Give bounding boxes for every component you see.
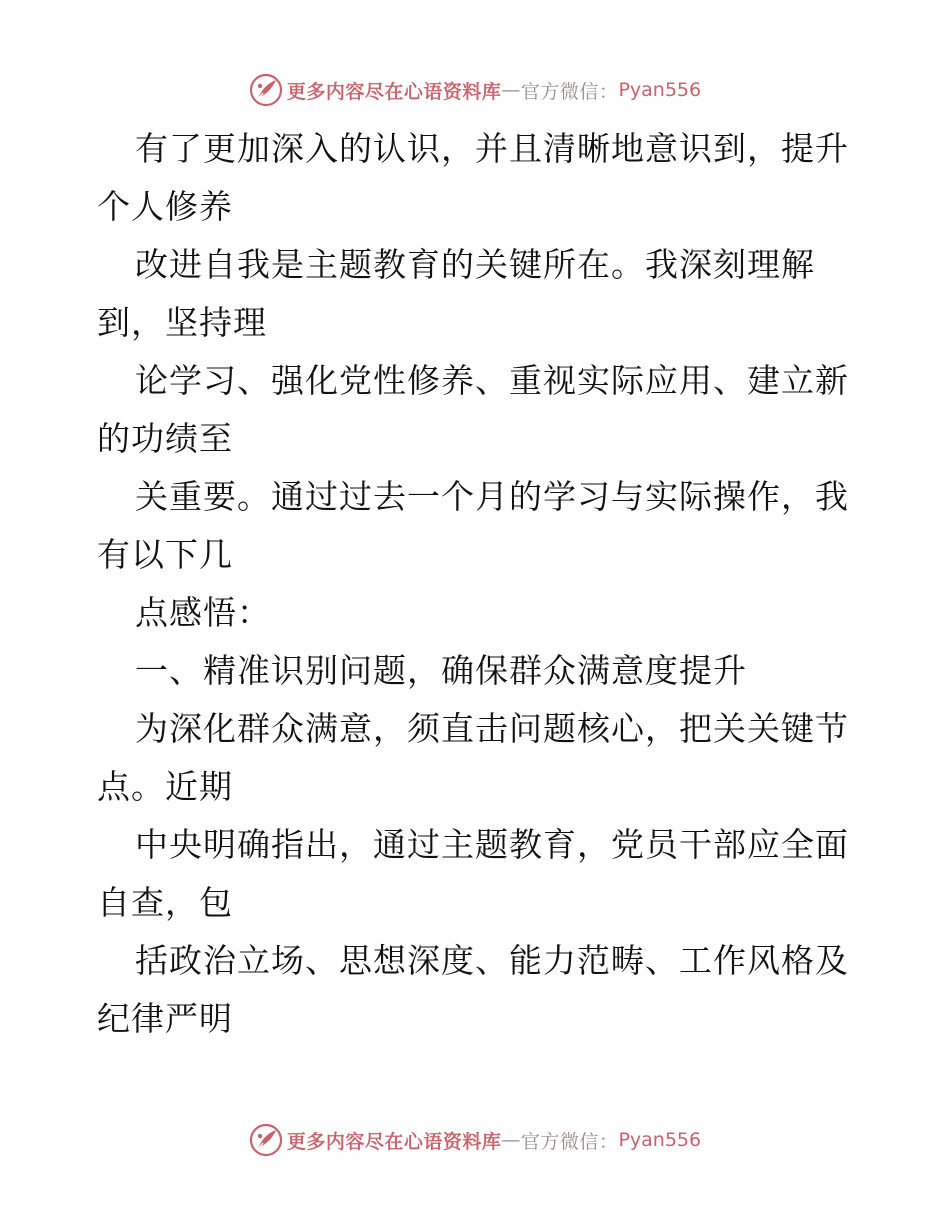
paragraph-line: 自查，包 bbox=[97, 883, 233, 922]
watermark-wechat-label: 官方微信： bbox=[520, 1130, 619, 1153]
watermark-brand-text: 更多内容尽在心语资料库 bbox=[286, 1130, 502, 1153]
paragraph-line: 论学习、强化党性修养、重视实际应用、建立新 bbox=[135, 361, 849, 400]
watermark-wechat-label: 官方微信： bbox=[520, 80, 619, 103]
document-body bbox=[97, 120, 857, 1048]
paragraph-line: 括政治立场、思想深度、能力范畴、工作风格及 bbox=[135, 941, 849, 980]
paragraph-line: 点。近期 bbox=[97, 767, 233, 806]
paragraph-line: 纪律严明 bbox=[97, 999, 233, 1038]
section-heading: 一、精准识别问题，确保群众满意度提升 bbox=[135, 651, 747, 690]
paragraph-line: 中央明确指出，通过主题教育，党员干部应全面 bbox=[135, 825, 849, 864]
paragraph-line: 的功绩至 bbox=[97, 419, 233, 458]
watermark-wechat-id: Pyan556 bbox=[618, 79, 702, 101]
paragraph-line: 个人修养 bbox=[97, 187, 233, 226]
feather-pen-logo-icon bbox=[249, 1123, 283, 1157]
watermark-dash: — bbox=[501, 1129, 521, 1151]
paragraph-line: 有了更加深入的认识，并且清晰地意识到，提升 bbox=[135, 129, 849, 168]
feather-pen-logo-icon bbox=[249, 73, 283, 107]
paragraph-line: 为深化群众满意，须直击问题核心，把关关键节 bbox=[135, 709, 849, 748]
watermark-brand-text: 更多内容尽在心语资料库 bbox=[286, 80, 502, 103]
paragraph-line: 有以下几 bbox=[97, 535, 233, 574]
paragraph-line: 点感悟： bbox=[135, 593, 271, 632]
paragraph-line: 到，坚持理 bbox=[97, 303, 267, 342]
header-watermark bbox=[0, 70, 950, 110]
footer-watermark bbox=[0, 1120, 950, 1160]
paragraph-line: 关重要。通过过去一个月的学习与实际操作，我 bbox=[135, 477, 849, 516]
watermark-dash: — bbox=[501, 79, 521, 101]
paragraph-line: 改进自我是主题教育的关键所在。我深刻理解 bbox=[135, 245, 815, 284]
watermark-wechat-id: Pyan556 bbox=[618, 1129, 702, 1151]
